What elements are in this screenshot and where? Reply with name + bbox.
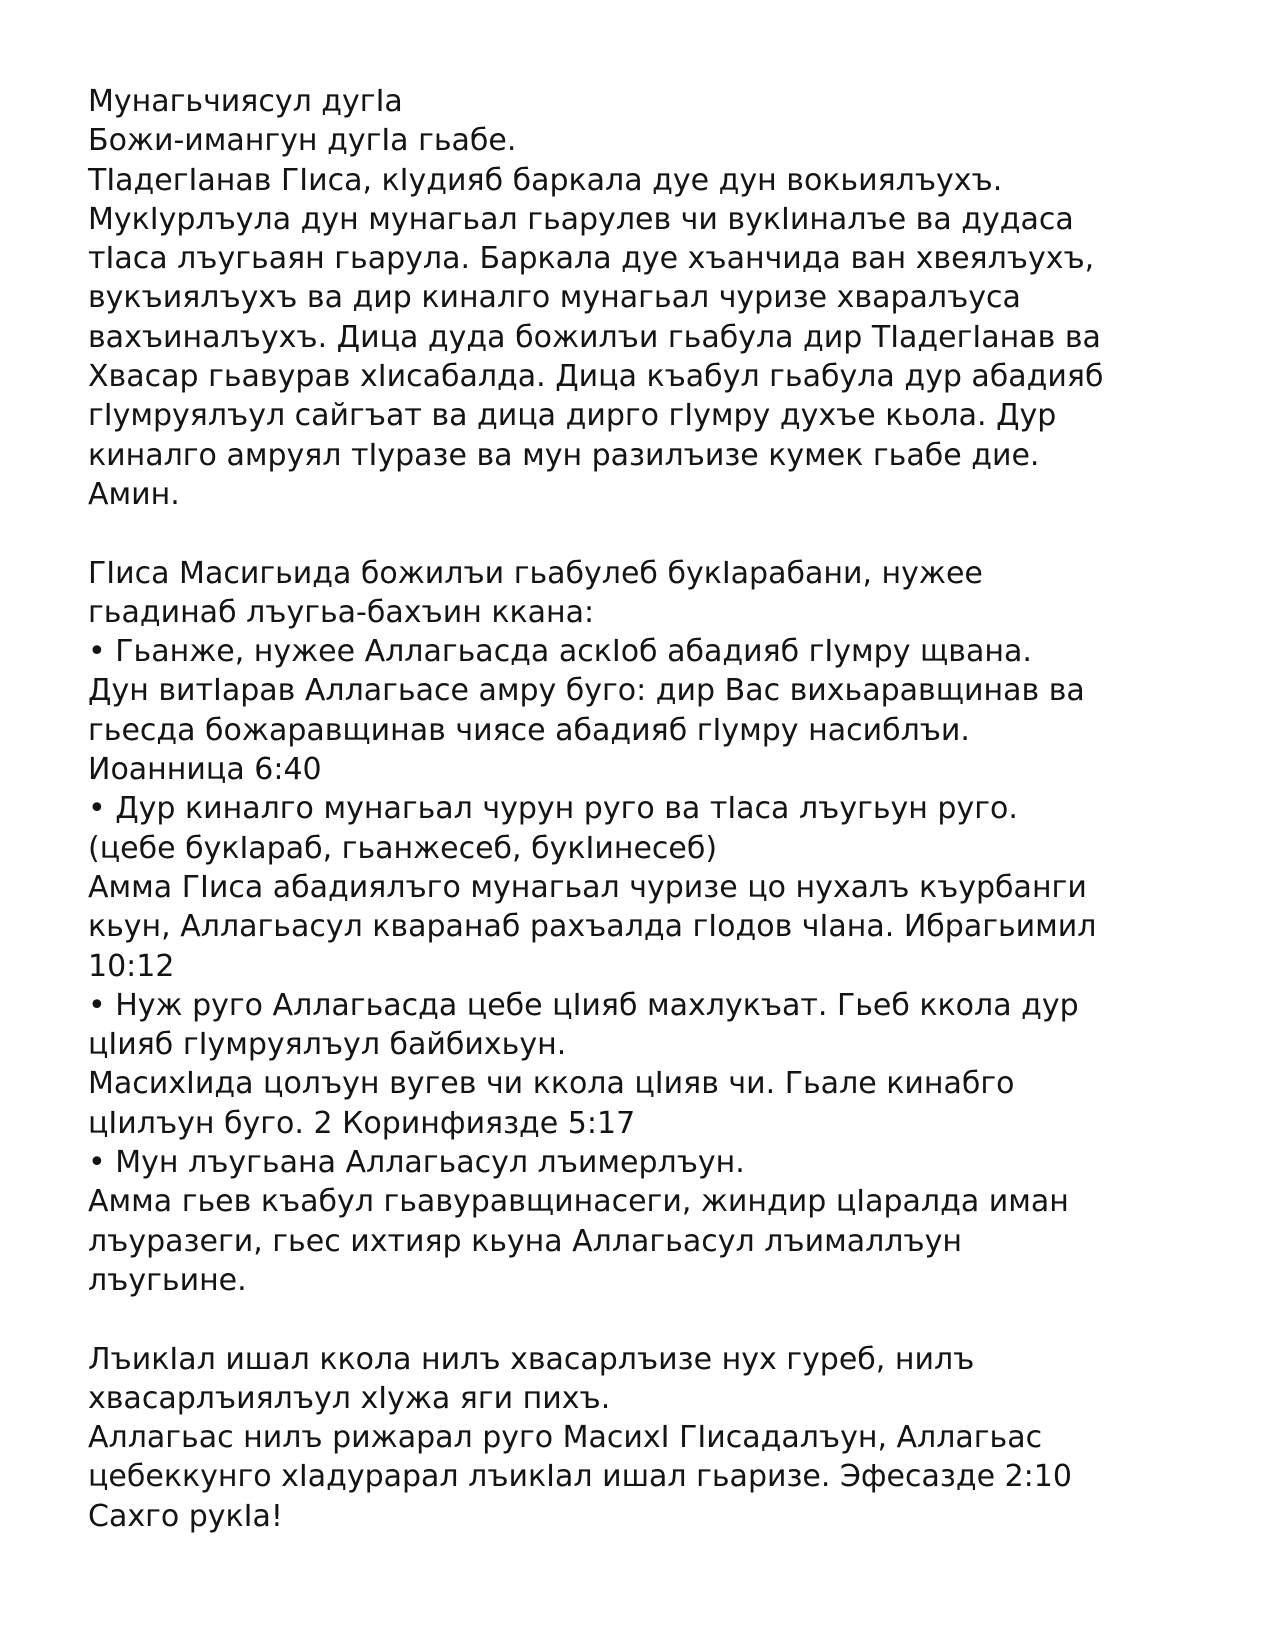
text-line: ТIадегIанав ГIиса, кIудияб баркала дуе дун вокьиялъухъ. [88, 162, 1003, 198]
text-line: • Дур киналго мунагьал чурун руго ва тIаса лъугьун руго. [88, 791, 1018, 827]
text-line: Иоанница 6:40 [88, 752, 322, 788]
text-line: хвасарлъиялъул хIужа яги пихъ. [88, 1380, 611, 1416]
paragraph-spacer [88, 1300, 1218, 1339]
text-line: цебеккунго хIадурарал лъикIал ишал гьаризе. Эфесазде 2:10 [88, 1459, 1072, 1495]
good-works-paragraph [88, 1340, 1218, 1536]
text-line: гIумруялъул сайгъат ва дица дирго гIумру духъе кьола. Дур [88, 398, 1057, 434]
faith-results-paragraph [88, 554, 1218, 1301]
text-line: кьун, Аллагьасул кваранаб рахъалда гIодов чIана. Ибрагьимил [88, 909, 1097, 945]
text-line: Дун витIарав Аллагьасе амру буго: дир Вас вихьаравщинав ва [88, 673, 1085, 709]
text-line: лъугьине. [88, 1262, 247, 1298]
text-line: Аллагьас нилъ рижарал руго МасихI ГIисадалъун, Аллагьас [88, 1420, 1043, 1456]
text-line: МасихIида цолъун вугев чи ккола цIияв чи. Гьале кинабго [88, 1066, 1015, 1102]
text-line: Амма гьев къабул гьавуравщинасеги, жиндир цIаралда иман [88, 1184, 1069, 1220]
prayer-paragraph [88, 82, 1218, 514]
text-line: 10:12 [88, 948, 175, 984]
text-line: вукъиялъухъ ва дир киналго мунагьал чуризе хваралъуса [88, 280, 1021, 316]
text-line: Хвасар гьавурав хIисабалда. Дица къабул гьабула дур абадияб [88, 359, 1104, 395]
text-line: Божи-имангун дугIа гьабе. [88, 123, 517, 159]
text-line: (цебе букIараб, гьанжесеб, букIинесеб) [88, 830, 718, 866]
text-line: Мунагьчиясул дугIа [88, 84, 403, 119]
text-line: гьесда божаравщинав чиясе абадияб гIумру насиблъи. [88, 712, 970, 748]
text-line: вахъиналъухъ. Дица дуда божилъи гьабула дир ТIадегIанав ва [88, 319, 1101, 355]
text-line: тIаса лъугьаян гьарула. Баркала дуе хъанчида ван хвеялъухъ, [88, 241, 1095, 277]
text-line: МукIурлъула дун мунагьал гьарулев чи вукIиналъе ва дудаса [88, 201, 1074, 237]
text-line: гьадинаб лъугьа-бахъин ккана: [88, 594, 595, 630]
text-line: • Мун лъугьана Аллагьасул лъимерлъун. [88, 1145, 745, 1181]
text-line: ЛъикIал ишал ккола нилъ хвасарлъизе нух гуреб, нилъ [88, 1341, 975, 1377]
text-line: Амма ГIиса абадиялъго мунагьал чуризе цо нухалъ къурбанги [88, 869, 1087, 905]
text-line: • Нуж руго Аллагьасда цебе цIияб махлукъат. Гьеб ккола дур [88, 987, 1079, 1023]
text-line: ГIиса Масигьида божилъи гьабулеб букIарабани, нужее [88, 555, 983, 591]
paragraph-spacer [88, 514, 1218, 553]
document-page [88, 82, 1218, 1536]
text-line: Амин. [88, 476, 180, 512]
text-line: киналго амруял тIуразе ва мун разилъизе кумек гьабе дие. [88, 437, 1040, 473]
text-line: цIияб гIумруялъул байбихьун. [88, 1027, 567, 1063]
text-line: лъуразеги, гьес ихтияр кьуна Аллагьасул лъималлъун [88, 1223, 962, 1259]
text-line: цIилъун буго. 2 Коринфиязде 5:17 [88, 1105, 636, 1141]
text-line: • Гьанже, нужее Аллагьасда аскIоб абадияб гIумру щвана. [88, 634, 1032, 670]
text-line: Сахго рукIа! [88, 1498, 283, 1534]
